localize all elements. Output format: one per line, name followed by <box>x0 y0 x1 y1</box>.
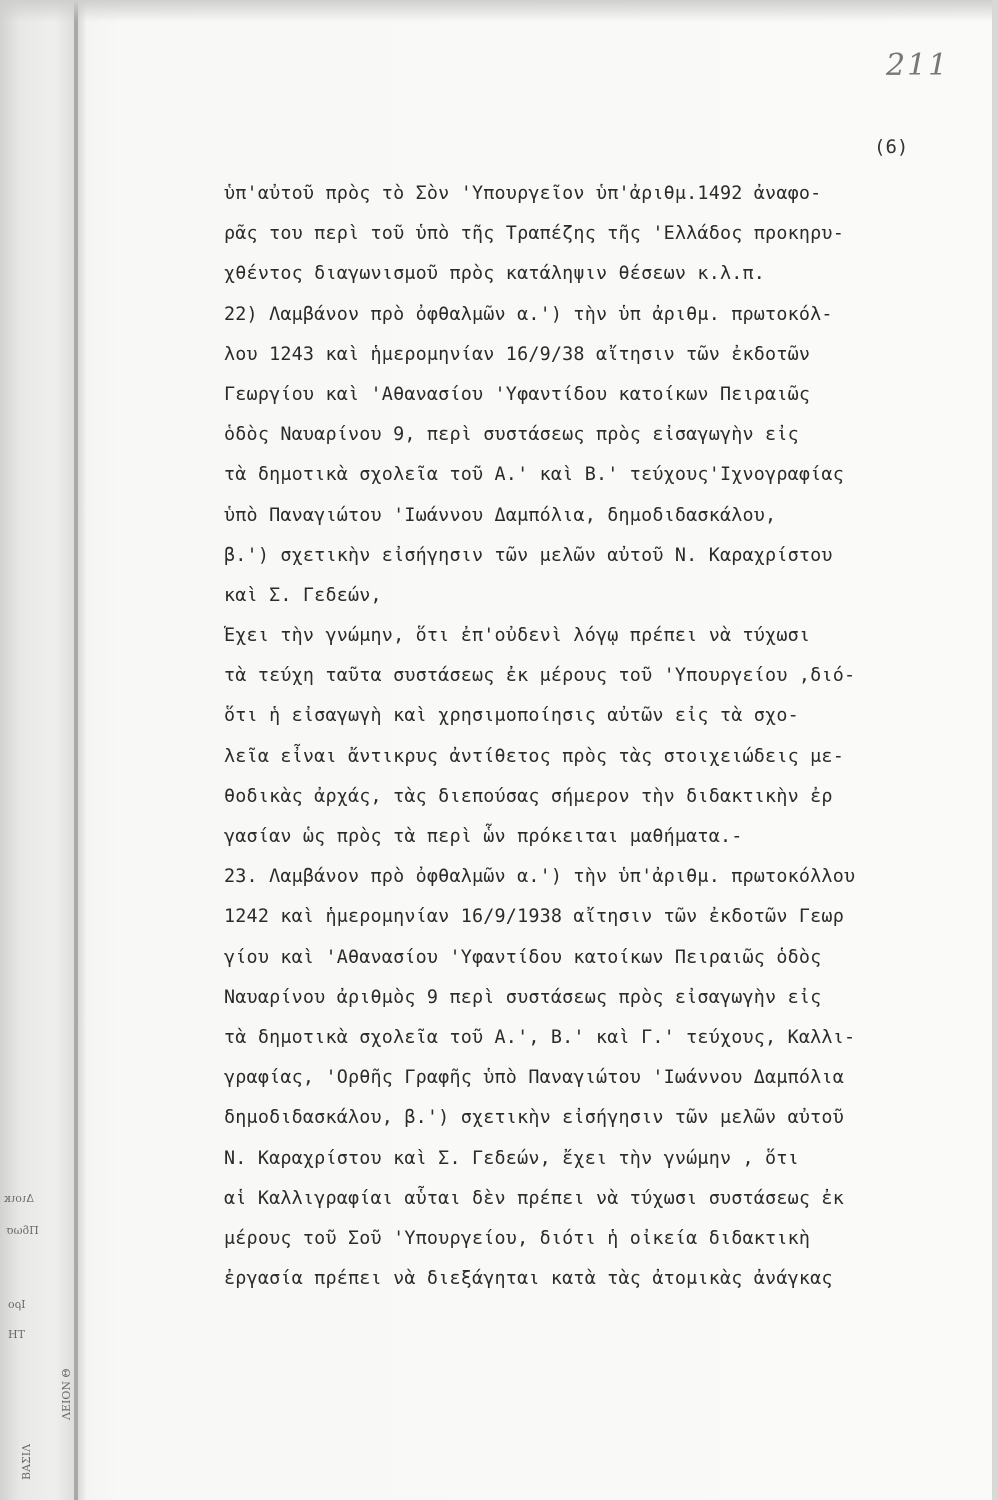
text-line: λεῖα εἶναι ἄντικρυς ἀντίθετος πρὸς τὰς στοιχειώδεις με- <box>224 745 844 767</box>
text-line: γραφίας, 'Ορθῆς Γραφῆς ὑπὸ Παναγιώτου 'Ιωάννου Δαμπόλια <box>224 1067 844 1089</box>
text-line: χθέντος διαγωνισμοῦ πρὸς κατάληψιν θέσεων κ.λ.π. <box>224 263 766 285</box>
text-line: τὰ δημοτικὰ σχολεῖα τοῦ Α.' καὶ Β.' τεύχους'Ιχνογραφίας <box>224 464 844 486</box>
folio-number: 211 <box>886 48 950 83</box>
page-number: (6) <box>874 136 909 158</box>
text-line: αἱ Καλλιγραφίαι αὗται δὲν πρέπει νὰ τύχωσι συστάσεως ἐκ <box>224 1187 844 1209</box>
margin-fragment: Πδωσ <box>6 1224 39 1237</box>
text-line: γίου καὶ 'Αθανασίου 'Υφαντίδου κατοίκων Πειραιῶς ὁδὸς <box>224 946 822 968</box>
text-line: μέρους τοῦ Σοῦ 'Υπουργείου, διότι ἡ οἰκεία διδακτικὴ <box>224 1227 811 1249</box>
text-line: δημοδιδασκάλου, β.') σχετικὴν εἰσήγησιν τῶν μελῶν αὐτοῦ <box>224 1107 844 1129</box>
bleed-through-margin <box>0 1180 80 1480</box>
text-line: 23. Λαμβάνον πρὸ ὀφθαλμῶν α.') τὴν ὑπ'ἀριθμ. πρωτοκόλλου <box>224 866 856 888</box>
text-line: Ναυαρίνου ἀριθμὸς 9 περὶ συστάσεως πρὸς εἰσαγωγὴν εἰς <box>224 986 822 1008</box>
text-line: 1242 καὶ ἡμερομηνίαν 16/9/1938 αἴτησιν τῶν ἐκδοτῶν Γεωρ <box>224 906 844 928</box>
text-line: λου 1243 καὶ ἡμερομηνίαν 16/9/38 αἴτησιν τῶν ἐκδοτῶν <box>224 343 811 365</box>
text-line: 22) Λαμβάνον πρὸ ὀφθαλμῶν α.') τὴν ὑπ ἀριθμ. πρωτοκόλ- <box>224 303 833 325</box>
text-line: ἐργασία πρέπει νὰ διεξάγηται κατὰ τὰς ἀτομικὰς ἀνάγκας <box>224 1268 833 1290</box>
margin-fragment: Διοικ <box>4 1192 35 1205</box>
text-line: ὁδὸς Ναυαρίνου 9, περὶ συστάσεως πρὸς εἰσαγωγὴν εἰς <box>224 424 799 446</box>
right-page-edge <box>992 0 998 1500</box>
margin-fragment: ΤΗ <box>8 1328 25 1341</box>
text-line: γασίαν ὡς πρὸς τὰ περὶ ὧν πρόκειται μαθήματα.- <box>224 826 743 847</box>
text-line: β.') σχετικὴν εἰσήγησιν τῶν μελῶν αὐτοῦ Ν. Καραχρίστου <box>224 544 833 566</box>
top-edge-shadow <box>0 0 998 22</box>
text-line: τὰ τεύχη ταῦτα συστάσεως ἐκ μέρους τοῦ 'Υπουργείου ,διό- <box>224 665 856 687</box>
text-line: καὶ Σ. Γεδεών, <box>224 584 382 606</box>
margin-fragment: ΒΑΣΙΛ <box>20 1443 33 1480</box>
text-line: ρᾶς του περὶ τοῦ ὑπὸ τῆς Τραπέζης τῆς 'Ελλάδος προκηρυ- <box>224 223 844 245</box>
typewritten-body <box>224 174 964 1299</box>
text-line: Ν. Καραχρίστου καὶ Σ. Γεδεών, ἔχει τὴν γνώμην , ὅτι <box>224 1147 799 1169</box>
text-line: τὰ δημοτικὰ σχολεῖα τοῦ Α.', Β.' καὶ Γ.' τεύχους, Καλλι- <box>224 1026 856 1048</box>
margin-fragment: ΛΕΙΟΝ Θ <box>60 1368 73 1420</box>
text-line: ὑπὸ Παναγιώτου 'Ιωάννου Δαμπόλια, δημοδιδασκάλου, <box>224 504 777 526</box>
text-line: θοδικὰς ἀρχάς, τὰς διεπούσας σήμερον τὴν διδακτικὴν ἐρ <box>224 785 833 807</box>
text-line: ὑπ'αὐτοῦ πρὸς τὸ Σὸν 'Υπουργεῖον ὑπ'ἀριθμ.1492 ἀναφο- <box>224 183 822 204</box>
margin-fragment: Ιρο <box>8 1298 26 1311</box>
text-line: Ἔχει τὴν γνώμην, ὅτι ἐπ'οὐδενὶ λόγῳ πρέπει νὰ τύχωσι <box>224 625 811 647</box>
text-line: Γεωργίου καὶ 'Αθανασίου 'Υφαντίδου κατοίκων Πειραιῶς <box>224 383 811 405</box>
text-line: ὅτι ἡ εἰσαγωγὴ καὶ χρησιμοποίησις αὐτῶν εἰς τὰ σχο- <box>224 705 799 727</box>
